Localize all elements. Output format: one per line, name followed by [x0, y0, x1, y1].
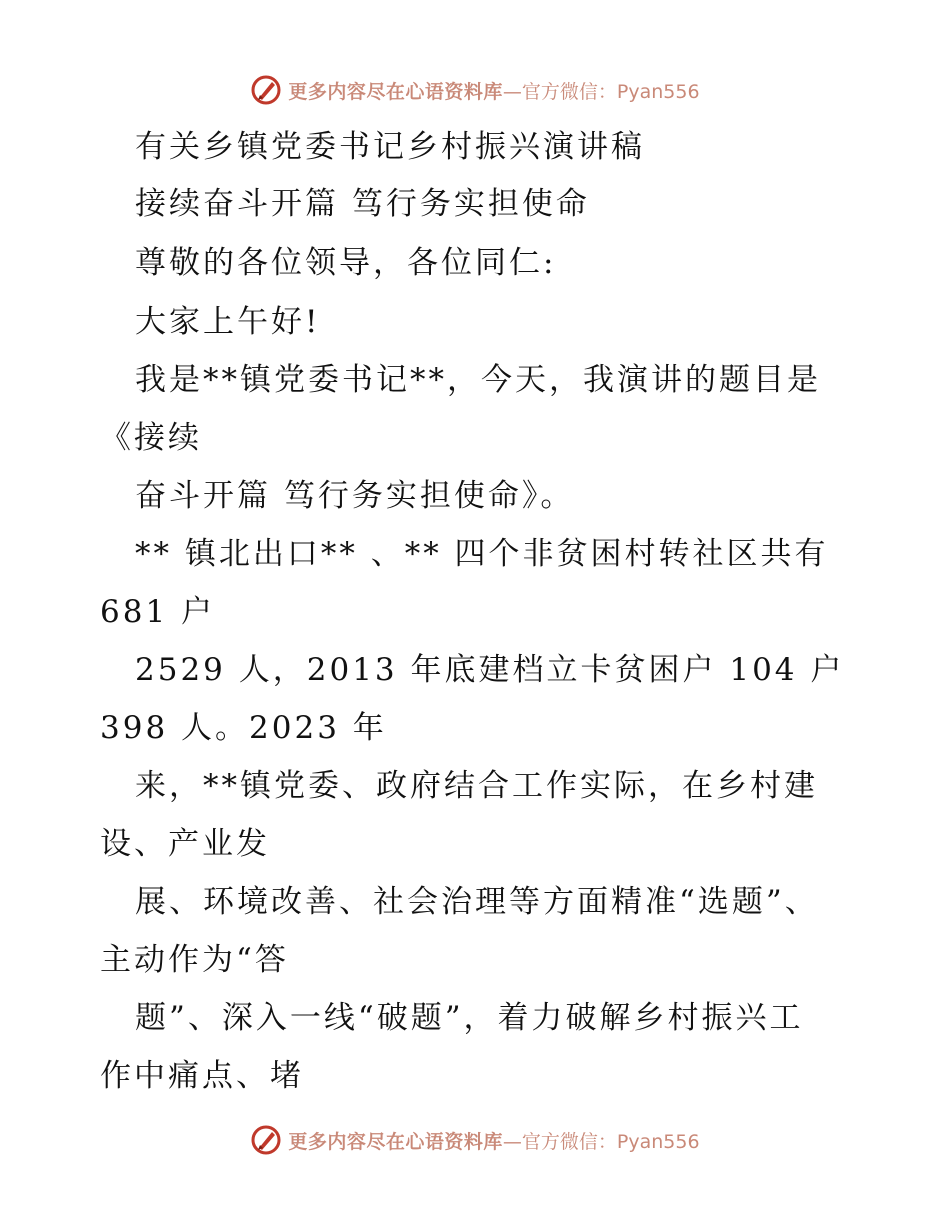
body-line: 398 人。2023 年 — [100, 710, 387, 746]
watermark-main-text: 更多内容尽在心语资料库 — [288, 1130, 503, 1153]
quill-pen-logo-icon — [250, 1124, 282, 1156]
body-line: 设、产业发 — [100, 826, 270, 862]
quill-pen-logo-icon — [250, 74, 282, 106]
header-watermark — [0, 70, 950, 110]
greeting-line: 大家上午好! — [135, 304, 321, 340]
salutation-line: 尊敬的各位领导，各位同仁: — [135, 245, 557, 281]
body-line: 我是**镇党委书记**，今天，我演讲的题目是 — [135, 362, 821, 398]
body-line: 来，**镇党委、政府结合工作实际，在乡村建 — [135, 768, 818, 804]
body-line: 《接续 — [100, 420, 202, 456]
body-line: 奋斗开篇 笃行务实担使命》。 — [135, 478, 575, 514]
document-title: 有关乡镇党委书记乡村振兴演讲稿 — [135, 129, 645, 165]
watermark-wechat-text: —官方微信：Pyan556 — [502, 80, 700, 103]
body-line: 展、环境改善、社会治理等方面精准“选题”、 — [135, 884, 819, 920]
body-line: 2529 人，2013 年底建档立卡贫困户 104 户 — [135, 652, 845, 688]
footer-watermark — [0, 1120, 950, 1160]
body-line: 题”、深入一线“破题”，着力破解乡村振兴工 — [135, 1000, 804, 1036]
document-subtitle: 接续奋斗开篇 笃行务实担使命 — [135, 186, 590, 222]
watermark-wechat-text: —官方微信：Pyan556 — [502, 1130, 700, 1153]
watermark-main-text: 更多内容尽在心语资料库 — [288, 80, 503, 103]
body-line: 作中痛点、堵 — [100, 1058, 304, 1094]
body-line: 681 户 — [100, 594, 216, 630]
body-line: ** 镇北出口** 、** 四个非贫困村转社区共有 — [135, 536, 829, 572]
body-line: 主动作为“答 — [100, 942, 289, 978]
